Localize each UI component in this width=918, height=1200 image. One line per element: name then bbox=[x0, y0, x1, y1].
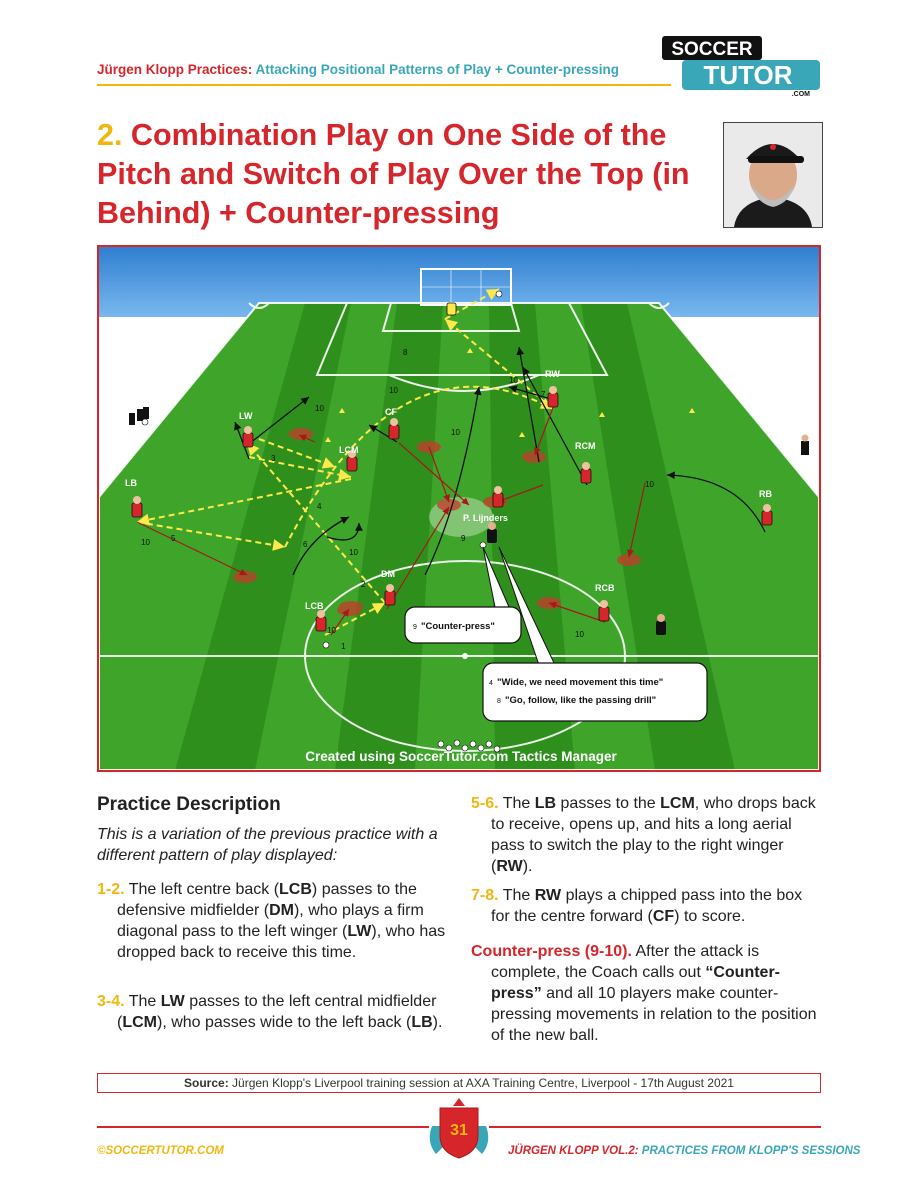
footer-copyright: ©SOCCERTUTOR.COM bbox=[97, 1145, 224, 1157]
header-rule bbox=[97, 84, 671, 86]
label-rb: RB bbox=[759, 489, 772, 499]
callout1-num: 9 bbox=[413, 624, 417, 631]
num-5: 5 bbox=[171, 534, 176, 543]
coach-photo bbox=[723, 122, 823, 228]
label-klopp: Klopp bbox=[791, 415, 817, 425]
num-9: 9 bbox=[461, 534, 466, 543]
step-1-2: 1-2. The left centre back (LCB) passes to the defensive midfielder (DM), who plays a firm diagonal pass to the left winger (LW), who has dropped back to receive this time. bbox=[97, 881, 446, 961]
section-heading: Practice Description bbox=[97, 794, 281, 815]
logo-soccer: SOCCER bbox=[671, 39, 753, 60]
page-number-badge bbox=[424, 1096, 494, 1162]
step-3-4: 3-4. The LW passes to the left central midfielder (LCM), who passes wide to the left back (LB). bbox=[97, 993, 443, 1031]
num-10-e: 10 bbox=[349, 548, 358, 557]
callout2-num2: 8 bbox=[497, 698, 501, 705]
label-coach: P. Lijnders bbox=[463, 513, 508, 523]
num-8: 8 bbox=[403, 348, 408, 357]
callout2-num1: 4 bbox=[489, 680, 493, 687]
callout2-text2: "Go, follow, like the passing drill" bbox=[505, 695, 657, 706]
label-cf: CF bbox=[385, 407, 397, 417]
num-10-a: 10 bbox=[141, 538, 150, 547]
num-10-i: 10 bbox=[509, 376, 518, 385]
step-5-6: 5-6. The LB passes to the LCM, who drops back to receive, opens up, and hits a long aerial pass to switch the play to the right winger (RW). bbox=[471, 795, 816, 875]
label-rcm: RCM bbox=[575, 441, 596, 451]
title-text: Combination Play on One Side of the Pitch and Switch of Play Over the Top (in Behind) + Counter-pressing bbox=[97, 118, 690, 230]
label-lcb: LCB bbox=[305, 601, 324, 611]
page-number: 31 bbox=[450, 1122, 468, 1139]
label-lb: LB bbox=[125, 478, 137, 488]
num-7: 7 bbox=[541, 390, 546, 399]
footer-rule-left bbox=[97, 1126, 429, 1128]
label-lw: LW bbox=[239, 411, 253, 421]
num-3: 3 bbox=[271, 454, 276, 463]
label-rcb: RCB bbox=[595, 583, 615, 593]
num-10-c: 10 bbox=[389, 386, 398, 395]
label-rw: RW bbox=[545, 369, 560, 379]
num-6: 6 bbox=[303, 540, 308, 549]
header-topic: Attacking Positional Patterns of Play + Counter-pressing bbox=[255, 62, 619, 77]
label-dm: DM bbox=[381, 569, 395, 579]
header-title bbox=[97, 62, 619, 77]
step-7-8: 7-8. The RW plays a chipped pass into the box for the centre forward (CF) to score. bbox=[471, 887, 803, 925]
label-lcm: LCM bbox=[339, 445, 359, 455]
logo-com: .COM bbox=[791, 91, 810, 98]
num-1: 1 bbox=[341, 642, 346, 651]
num-4: 4 bbox=[317, 502, 322, 511]
footer-rule-right bbox=[489, 1126, 821, 1128]
callout1-text: "Counter-press" bbox=[421, 621, 495, 632]
diagram-watermark: Created using SoccerTutor.com Tactics Manager bbox=[305, 749, 617, 764]
tactics-diagram bbox=[97, 245, 821, 772]
num-10-g: 10 bbox=[645, 480, 654, 489]
intro-text: This is a variation of the previous practice with a different pattern of play displayed: bbox=[97, 826, 438, 864]
header-series: Jürgen Klopp Practices: bbox=[97, 62, 253, 77]
num-10-d: 10 bbox=[451, 428, 460, 437]
logo-tutor: TUTOR bbox=[703, 60, 793, 90]
num-2: 2 bbox=[361, 580, 366, 589]
num-10-b: 10 bbox=[315, 404, 324, 413]
title-number: 2. bbox=[97, 118, 123, 152]
step-counter-press: Counter-press (9-10). After the attack is complete, the Coach calls out “Counter-press” and all 10 players make counter-pressing movements in relation to the position of the new ball. bbox=[471, 943, 817, 1044]
source-box: Source: Jürgen Klopp's Liverpool training session at AXA Training Centre, Liverpool - 17th August 2021 bbox=[97, 1073, 821, 1093]
footer-book-title: JÜRGEN KLOPP VOL.2: PRACTICES FROM KLOPP'S SESSIONS bbox=[508, 1145, 861, 1157]
num-10-h: 10 bbox=[575, 630, 584, 639]
page-title bbox=[97, 116, 707, 233]
num-10-f: 10 bbox=[327, 626, 336, 635]
soccertutor-logo bbox=[660, 34, 822, 98]
pitch-svg bbox=[99, 247, 819, 770]
callout2-text1: "Wide, we need movement this time" bbox=[497, 677, 664, 688]
